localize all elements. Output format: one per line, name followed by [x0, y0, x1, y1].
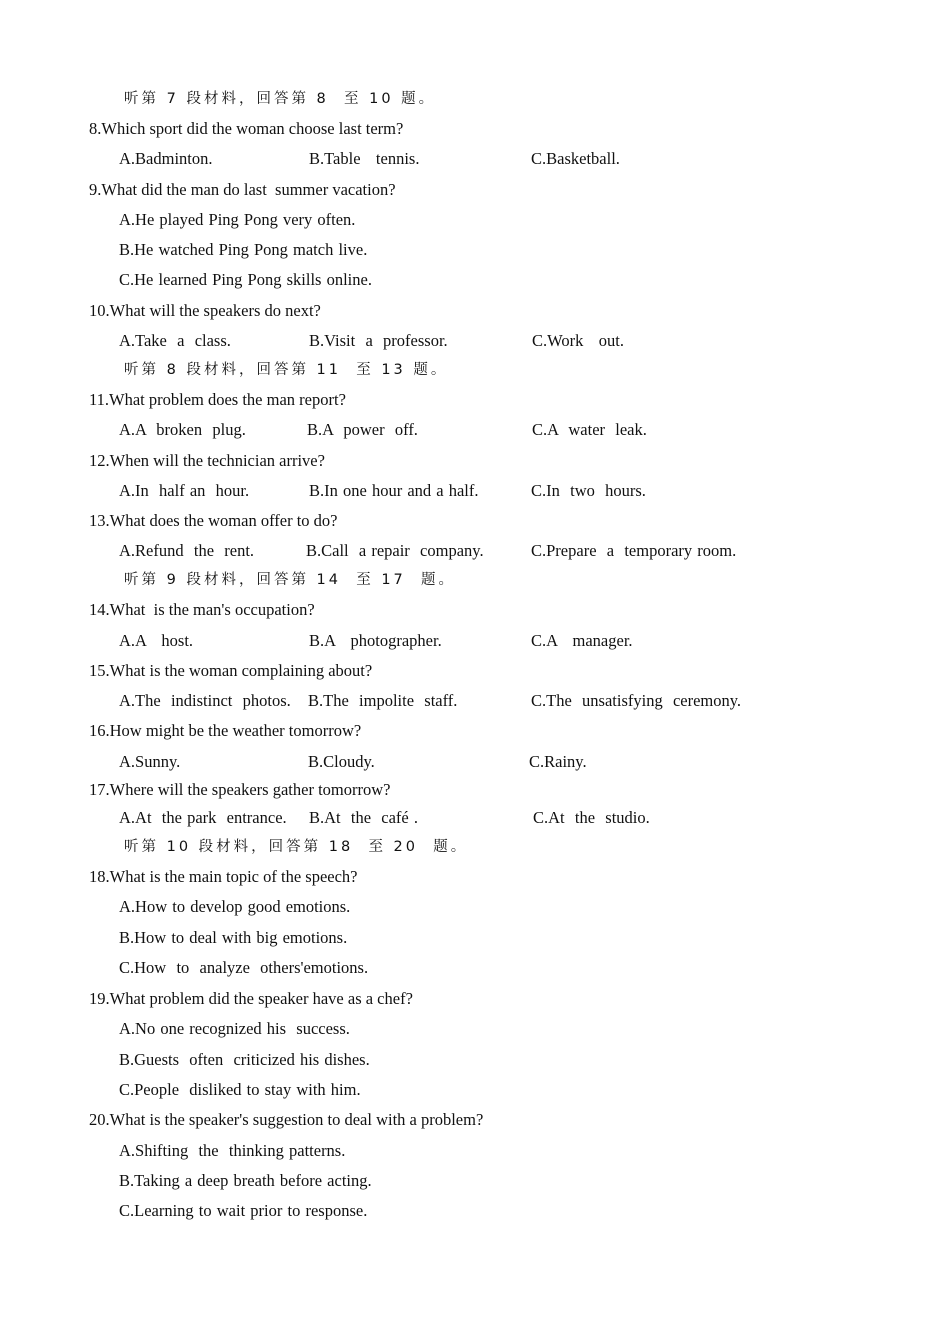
question-16: 16.How might be the weather tomorrow? — [89, 721, 362, 740]
section-header-7: 听第 7 段材料，回答第 8 至 10 题。 — [124, 91, 437, 107]
question-19-option-a: A.No one recognized his success. — [119, 1019, 350, 1038]
question-12-option-c: C.In two hours. — [531, 481, 646, 500]
question-8-option-a: A.Badminton. — [119, 149, 213, 168]
section-header-10: 听第 10 段材料，回答第 18 至 20 题。 — [124, 839, 469, 855]
question-15-option-c: C.The unsatisfying ceremony. — [531, 691, 742, 710]
question-12-option-a: A.In half an hour. — [119, 481, 250, 500]
question-9-option-a: A.He played Ping Pong very often. — [119, 210, 356, 229]
question-10-option-a: A.Take a class. — [119, 331, 231, 350]
question-10: 10.What will the speakers do next? — [89, 301, 321, 320]
question-10-option-b: B.Visit a professor. — [309, 331, 448, 350]
question-9-option-b: B.He watched Ping Pong match live. — [119, 240, 368, 259]
question-20-option-a: A.Shifting the thinking patterns. — [119, 1141, 346, 1160]
question-14-option-b: B.A photographer. — [309, 631, 442, 650]
question-19-option-c: C.People disliked to stay with him. — [119, 1080, 361, 1099]
question-11-option-b: B.A power off. — [307, 420, 418, 439]
question-15-option-a: A.The indistinct photos. — [119, 691, 291, 710]
question-12-option-b: B.In one hour and a half. — [309, 481, 479, 500]
question-9-option-c: C.He learned Ping Pong skills online. — [119, 270, 372, 289]
question-15-option-b: B.The impolite staff. — [308, 691, 458, 710]
question-20: 20.What is the speaker's suggestion to deal with a problem? — [89, 1110, 484, 1129]
question-20-option-c: C.Learning to wait prior to response. — [119, 1201, 368, 1220]
question-14-option-a: A.A host. — [119, 631, 194, 650]
question-18: 18.What is the main topic of the speech? — [89, 867, 358, 886]
question-11-option-a: A.A broken plug. — [119, 420, 246, 439]
question-17-option-b: B.At the café . — [309, 808, 419, 827]
question-16-option-a: A.Sunny. — [119, 752, 181, 771]
question-19-option-b: B.Guests often criticized his dishes. — [119, 1050, 370, 1069]
question-17-option-a: A.At the park entrance. — [119, 808, 287, 827]
question-10-option-c: C.Work out. — [532, 331, 624, 350]
question-19: 19.What problem did the speaker have as a chef? — [89, 989, 413, 1008]
question-20-option-b: B.Taking a deep breath before acting. — [119, 1171, 372, 1190]
question-14-option-c: C.A manager. — [531, 631, 633, 650]
question-13-option-c: C.Prepare a temporary room. — [531, 541, 737, 560]
question-9: 9.What did the man do last summer vacation? — [89, 180, 396, 199]
question-17-option-c: C.At the studio. — [533, 808, 650, 827]
question-13-option-b: B.Call a repair company. — [306, 541, 484, 560]
section-header-8: 听第 8 段材料，回答第 11 至 13 题。 — [124, 362, 449, 378]
question-15: 15.What is the woman complaining about? — [89, 661, 373, 680]
section-header-9: 听第 9 段材料，回答第 14 至 17 题。 — [124, 572, 456, 588]
question-18-option-c: C.How to analyze others'emotions. — [119, 958, 369, 977]
question-13: 13.What does the woman offer to do? — [89, 511, 338, 530]
question-8-option-c: C.Basketball. — [531, 149, 620, 168]
question-13-option-a: A.Refund the rent. — [119, 541, 255, 560]
question-11-option-c: C.A water leak. — [532, 420, 647, 439]
question-12: 12.When will the technician arrive? — [89, 451, 325, 470]
question-17: 17.Where will the speakers gather tomorrow? — [89, 780, 391, 799]
question-11: 11.What problem does the man report? — [89, 390, 346, 409]
question-8-option-b: B.Table tennis. — [309, 149, 420, 168]
question-18-option-b: B.How to deal with big emotions. — [119, 928, 348, 947]
question-16-option-c: C.Rainy. — [529, 752, 587, 771]
question-16-option-b: B.Cloudy. — [308, 752, 375, 771]
question-8: 8.Which sport did the woman choose last term? — [89, 119, 404, 138]
question-18-option-a: A.How to develop good emotions. — [119, 897, 351, 916]
question-14: 14.What is the man's occupation? — [89, 600, 315, 619]
